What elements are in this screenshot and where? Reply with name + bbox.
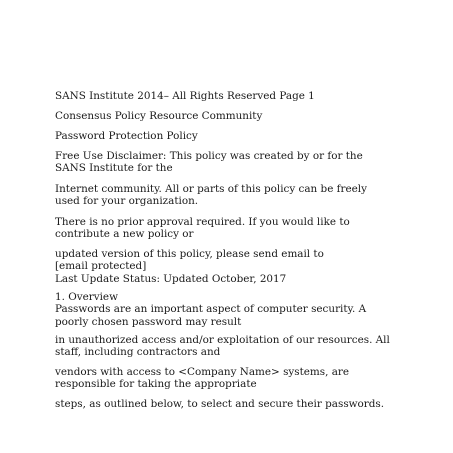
approval-line: contribute a new policy or <box>55 228 194 241</box>
email-placeholder: [email protected] <box>55 260 147 273</box>
unauthorized-paragraph <box>55 334 415 359</box>
community-text: Consensus Policy Resource Community <box>55 110 263 122</box>
community-line <box>55 110 415 122</box>
overview-line: Passwords are an important aspect of computer security. A <box>55 303 367 316</box>
policy-title-text: Password Protection Policy <box>55 130 198 142</box>
overview-section <box>55 291 415 328</box>
header-text: SANS Institute 2014– All Rights Reserved Page 1 <box>55 90 315 102</box>
internet-line: used for your organization. <box>55 195 199 208</box>
disclaimer-paragraph <box>55 150 415 175</box>
page-header <box>55 90 415 102</box>
internet-line: Internet community. All or parts of this policy can be freely <box>55 183 367 195</box>
internet-paragraph <box>55 183 415 208</box>
approval-line: There is no prior approval required. If you would like to <box>55 216 350 228</box>
vendors-line: responsible for taking the appropriate <box>55 378 257 391</box>
updated-line: updated version of this policy, please send email to <box>55 248 324 260</box>
overview-line: poorly chosen password may result <box>55 315 242 328</box>
policy-title <box>55 130 415 142</box>
steps-paragraph <box>55 398 415 410</box>
unauthorized-line: staff, including contractors and <box>55 346 221 359</box>
overview-heading: 1. Overview <box>55 291 118 303</box>
disclaimer-line: SANS Institute for the <box>55 162 173 175</box>
steps-line: steps, as outlined below, to select and secure their passwords. <box>55 398 385 410</box>
vendors-line: vendors with access to <Company Name> systems, are <box>55 366 350 378</box>
disclaimer-line: Free Use Disclaimer: This policy was created by or for the <box>55 150 363 162</box>
approval-paragraph <box>55 216 415 241</box>
vendors-paragraph <box>55 366 415 391</box>
last-update-status: Last Update Status: Updated October, 2017 <box>55 272 287 285</box>
updated-paragraph <box>55 248 415 285</box>
unauthorized-line: in unauthorized access and/or exploitation of our resources. All <box>55 334 390 346</box>
